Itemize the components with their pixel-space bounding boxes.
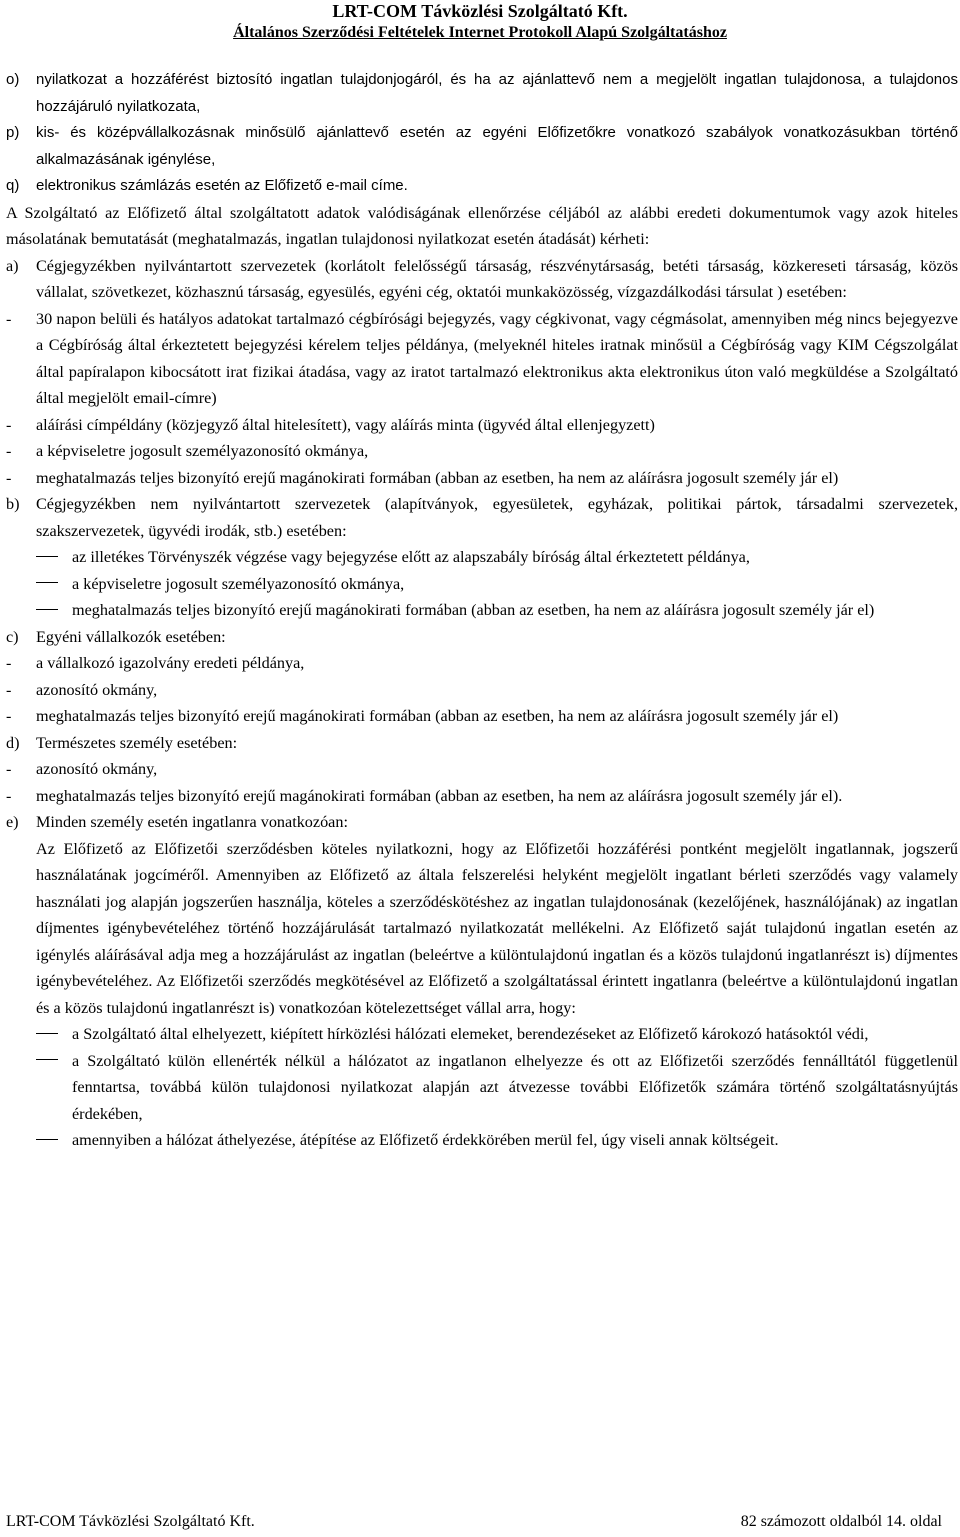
list-item (6, 465, 958, 492)
list-item (36, 571, 958, 598)
list-item (36, 1048, 958, 1128)
section-label: c) (6, 627, 19, 646)
dash-marker: - (6, 786, 12, 805)
list-item (6, 438, 958, 465)
list-item-text: meghatalmazás teljes bizonyító erejű magánokirati formában (abban az esetben, ha nem az aláírásra jogosult személy jár el) (36, 707, 839, 725)
page-footer (6, 1511, 942, 1533)
section-heading (6, 491, 958, 544)
list-item-text: a Szolgáltató által elhelyezett, kiépített hírközlési hálózati elemeket, berendezéseket az Előfizető károkozó hatásoktól védi, (72, 1025, 869, 1043)
page-number: 82 számozott oldalból 14. oldal (740, 1513, 942, 1530)
list-item (6, 703, 958, 730)
list-item-text: a vállalkozó igazolvány eredeti példánya, (36, 654, 305, 672)
section-label: d) (6, 733, 20, 752)
list-item-text: nyilatkozat a hozzáférést biztosító ingatlan tulajdonjogáról, és ha az ajánlattevő nem a megjelölt ingatlan tulajdonosa, a tulajdonos hozzájáruló nyilatkozata, (36, 71, 958, 115)
long-dash-marker (36, 571, 72, 598)
dash-marker: - (6, 654, 12, 672)
dash-marker: - (6, 309, 12, 328)
dash-marker: - (6, 442, 12, 460)
section-b (6, 491, 958, 624)
dash-marker: - (6, 468, 12, 487)
list-item-text: azonosító okmány, (36, 680, 158, 699)
section-text: Természetes személy esetében: (36, 733, 238, 752)
section-c (6, 624, 958, 730)
top-list (6, 67, 958, 200)
list-item (6, 306, 958, 412)
list-item (6, 756, 958, 783)
list-item (36, 1021, 958, 1048)
list-item (6, 677, 958, 704)
section-label: a) (6, 256, 19, 275)
list-item-label: o) (6, 71, 20, 88)
long-dash-marker (36, 1048, 72, 1075)
property-paragraph: Az Előfizető az Előfizetői szerződésben köteles nyilatkozni, hogy az Előfizetői hozzáférési pontként megjelölt ingatlannak, jogszerű használatának jogcíméről. Amennyiben az Előfizető az általa felszerelési helyként megjelölt ingatlant bérleti szerződés vagy valamely használati jog alapján jogszerűen használja, köteles a szerződéskötéshez az ingatlan tulajdonosának (kezelőjének, használójának) az ingatlan díjmentes igénybevételéhez történő hozzájárulását tartalmazó nyilatkozatát mellékelni. Az Előfizető saját tulajdonú ingatlan esetén az igénylés aláírásával adja meg a hozzájárulást az ingatlan (beleértve a különtulajdonú ingatlan és a közös tulajdonú ingatlanrészt is) díjmentes igénybevételéhez. Az Előfizetői szerződés megkötésével az Előfizető a szolgáltatással érintett ingatlanra (beleértve a különtulajdonú ingatlan és a közös tulajdonú ingatlanrészt is) vonatkozóan kötelezettséget vállal arra, hogy: (36, 839, 958, 1017)
list-item-p (6, 120, 958, 173)
list-item-label: p) (6, 124, 20, 141)
section-a (6, 253, 958, 492)
section-heading (6, 730, 958, 757)
dash-marker: - (6, 680, 12, 699)
list-item-text: az illetékes Törvényszék végzése vagy bejegyzése előtt az alapszabály bíróság által érkeztetett példánya, (72, 548, 750, 566)
section-label: b) (6, 495, 20, 513)
list-item-text: a Szolgáltató külön ellenérték nélkül a hálózatot az ingatlanon elhelyezze és ott az Előfizetői szerződés fennálltától függetlenül fenntartsa, továbbá külön tulajdonosi nyilatkozat alapján azt átvezesse további Előfizetők számára történő szolgáltatásnyújtás érdekében, (72, 1051, 958, 1123)
long-dash-marker (36, 1127, 72, 1154)
section-text: Cégjegyzékben nem nyilvántartott szervezetek (alapítványok, egyesületek, egyházak, politikai pártok, társadalmi szervezetek, szakszervezetek, ügyvédi irodák, stb.) esetében: (36, 495, 958, 540)
section-heading (6, 624, 958, 651)
list-item-text: kis- és középvállalkozásnak minősülő ajánlattevő esetén az egyéni Előfizetőkre vonatkozó szabályok vonatkozásukban történő alkalmazásának igénylése, (36, 124, 958, 168)
section-e (6, 809, 958, 1154)
list-item-text: aláírási címpéldány (közjegyző által hitelesített), vagy aláírás minta (ügyvéd által ellenjegyzett) (36, 415, 655, 434)
section-text: Egyéni vállalkozók esetében: (36, 627, 226, 646)
list-item-label: q) (6, 177, 20, 194)
list-item-text: a képviseletre jogosult személyazonosító okmánya, (36, 442, 369, 460)
list-item (6, 783, 958, 810)
long-dash-marker (36, 597, 72, 624)
intro-paragraph: A Szolgáltató az Előfizető által szolgáltatott adatok valódiságának ellenőrzése céljából az alábbi eredeti dokumentumok vagy azok hiteles másolatának bemutatását (meghatalmazás, ingatlan tulajdonosi nyilatkozat esetén átadását) kérheti: (6, 203, 958, 248)
dash-marker: - (6, 760, 12, 778)
list-item-text: meghatalmazás teljes bizonyító erejű magánokirati formában (abban az esetben, ha nem az aláírásra jogosult személy jár el) (36, 468, 839, 487)
dash-marker: - (6, 415, 12, 434)
list-item (36, 597, 958, 624)
section-heading (6, 809, 958, 836)
long-dash-marker (36, 544, 72, 571)
section-label: e) (6, 813, 19, 831)
list-item (6, 650, 958, 677)
list-item (36, 1127, 958, 1154)
section-text: Minden személy esetén ingatlanra vonatkozóan: (36, 813, 348, 831)
page-header (0, 0, 960, 44)
list-item-text: amennyiben a hálózat áthelyezése, átépítése az Előfizető érdekkörében merül fel, úgy viseli annak költségeit. (72, 1131, 779, 1149)
list-item (36, 544, 958, 571)
list-item-text: a képviseletre jogosult személyazonosító okmánya, (72, 574, 405, 593)
list-item-text: elektronikus számlázás esetén az Előfizető e-mail címe. (36, 177, 408, 194)
document-body (6, 67, 958, 1154)
list-item-text: meghatalmazás teljes bizonyító erejű magánokirati formában (abban az esetben, ha nem az aláírásra jogosult személy jár el). (36, 786, 843, 805)
list-item (6, 412, 958, 439)
list-item-o (6, 67, 958, 120)
long-dash-marker (36, 1021, 72, 1048)
list-item-q (6, 173, 958, 200)
list-item-text: meghatalmazás teljes bizonyító erejű magánokirati formában (abban az esetben, ha nem az aláírásra jogosult személy jár el) (72, 601, 875, 619)
dash-marker: - (6, 707, 12, 725)
list-item-text: 30 napon belüli és hatályos adatokat tartalmazó cégbírósági bejegyzés, vagy cégkivonat, vagy cégmásolat, amennyiben még nincs bejegyezve a Cégbíróság által érkeztetett bejegyzési kérelem teljes példánya, (melyeknél hiteles iratnak minősül a Cégbíróság vagy KIM Cégszolgálat által papíralapon kibocsátott irat fizikai átadása, vagy az iratot tartalmazó elektronikus akta elektronikus úton való megküldése a Szolgáltató által megjelölt email-címre) (36, 309, 958, 407)
section-heading (6, 253, 958, 306)
section-text: Cégjegyzékben nyilvántartott szervezetek (korlátolt felelősségű társaság, részvénytársaság, betéti társaság, közkereseti társaság, közös vállalat, szövetkezet, közhasznú társaság, egyesülés, egyéni cég, oktatói munkaközösség, vízgazdálkodási társulat ) esetében: (36, 256, 958, 301)
section-d (6, 730, 958, 810)
company-name: LRT-COM Távközlési Szolgáltató Kft. (332, 1, 628, 21)
footer-company: LRT-COM Távközlési Szolgáltató Kft. (6, 1513, 255, 1530)
list-item-text: azonosító okmány, (36, 760, 158, 778)
document-title: Általános Szerződési Feltételek Internet Protokoll Alapú Szolgáltatáshoz (233, 24, 727, 41)
